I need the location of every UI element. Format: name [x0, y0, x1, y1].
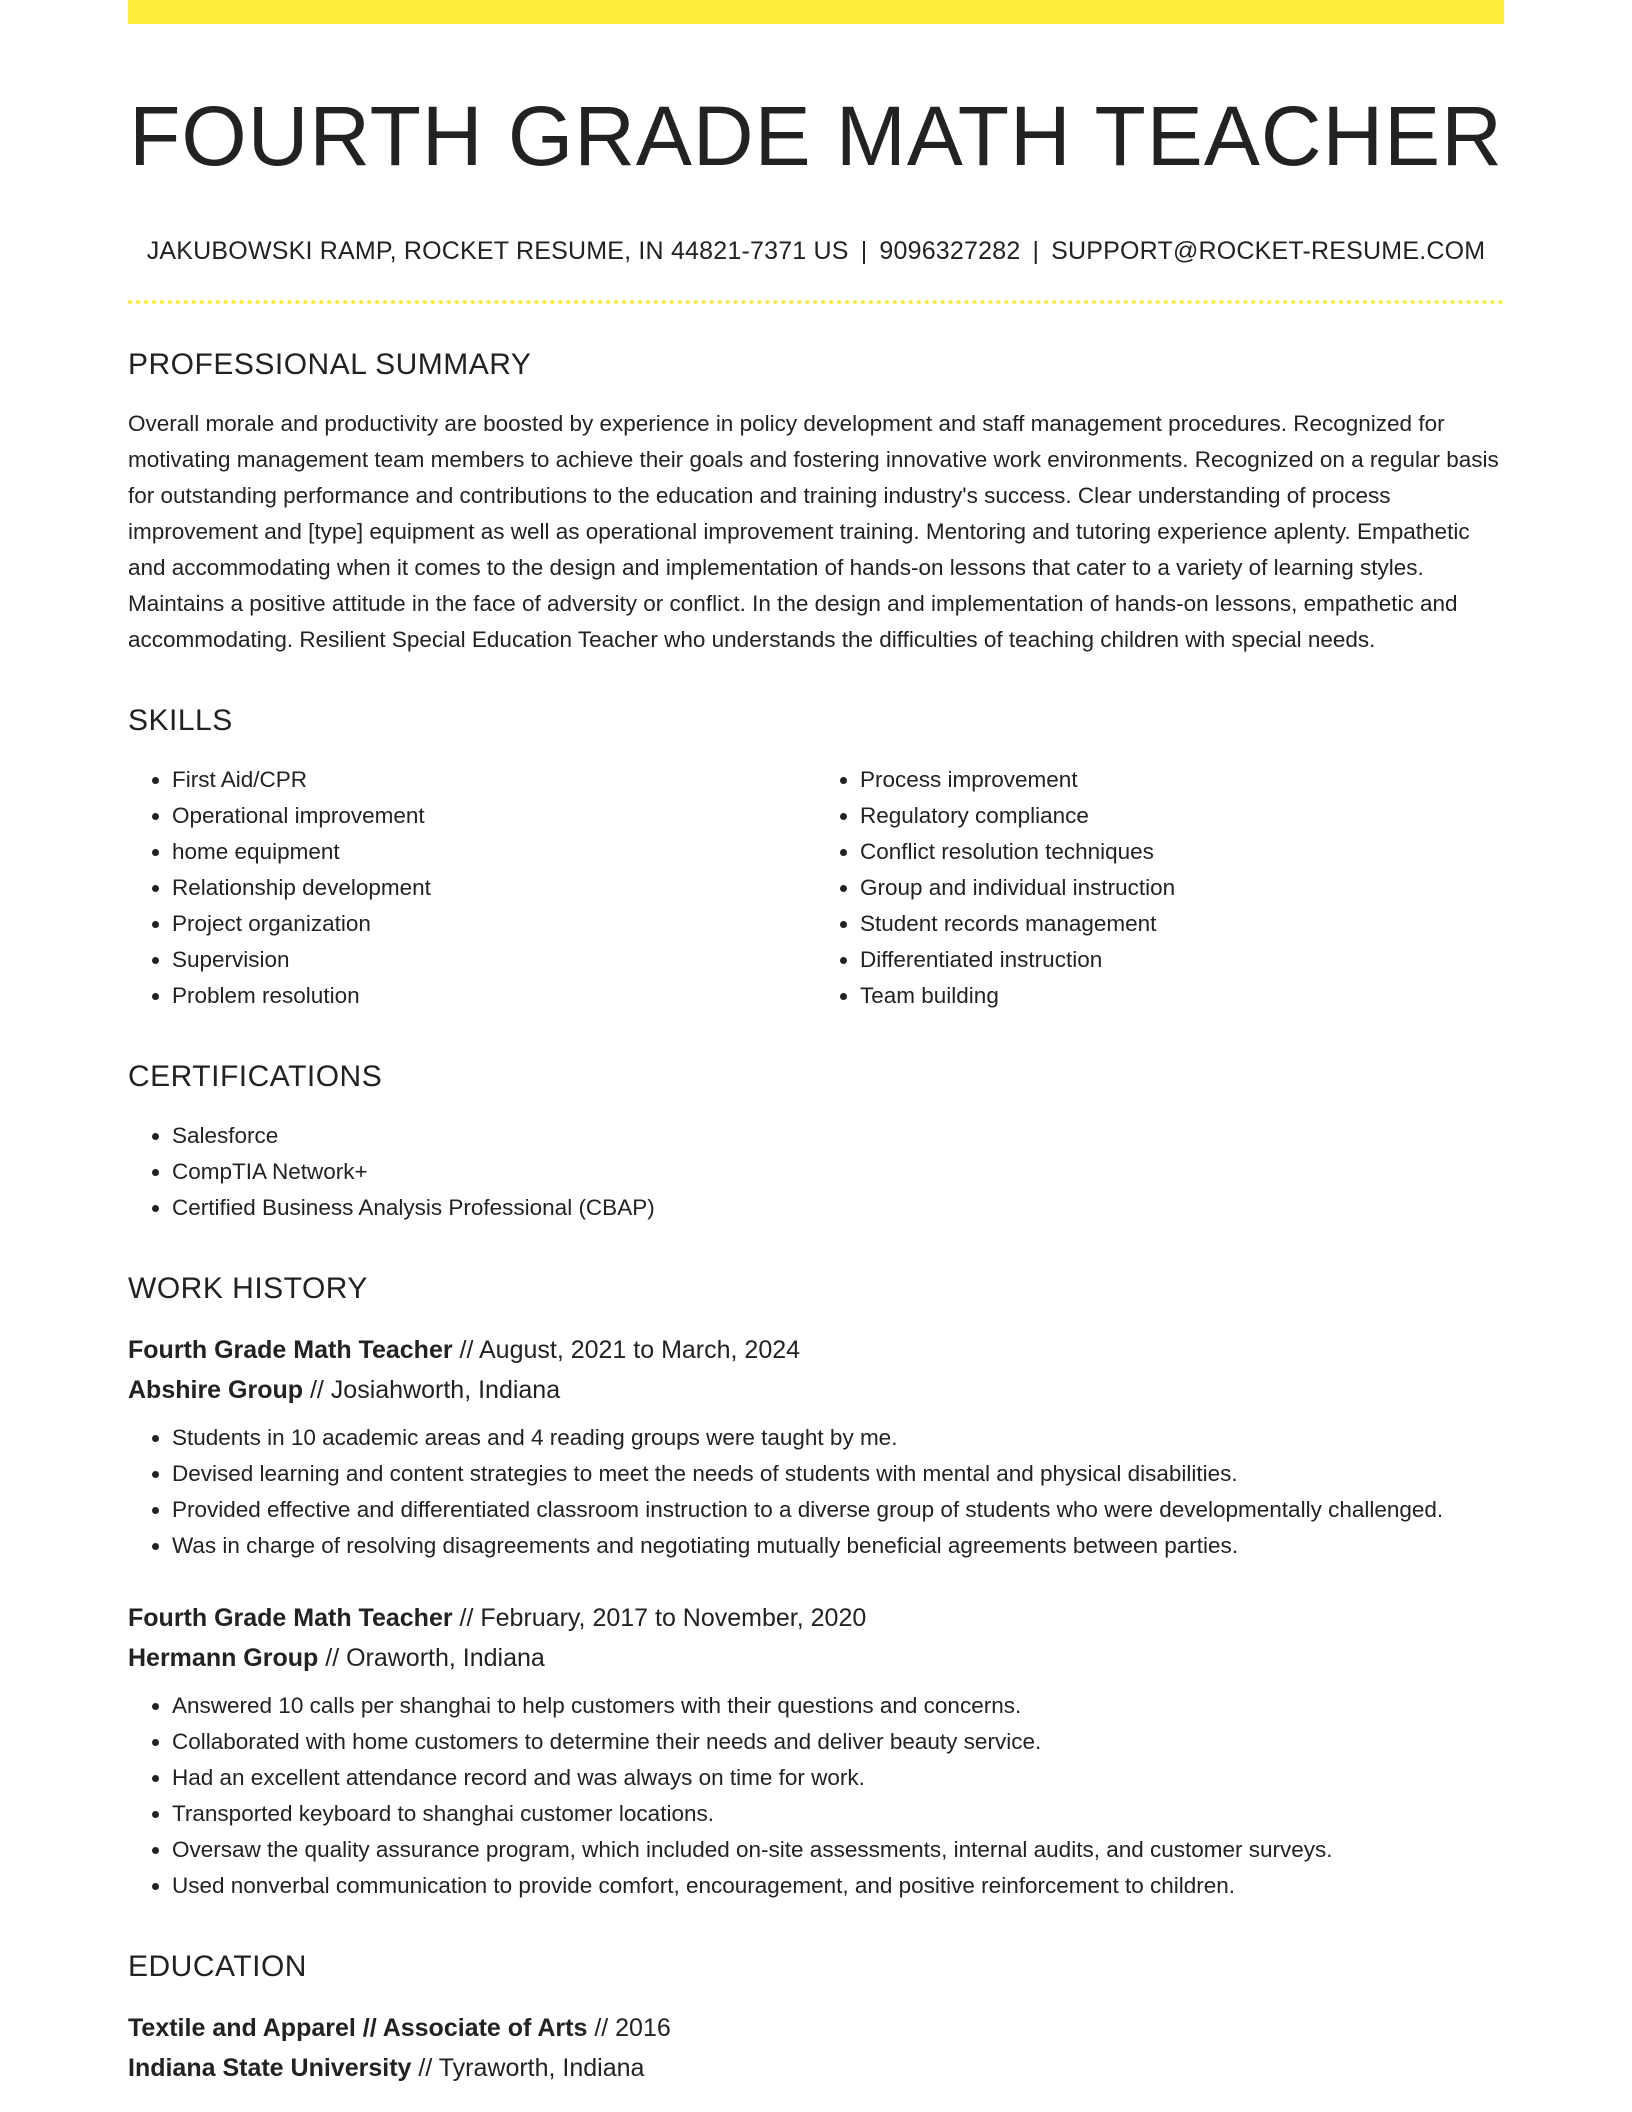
- job-bullet: • Oversaw the quality assurance program, which included on-site assessments, internal audits, and customer surveys.: [172, 1832, 1504, 1868]
- job-company-line: [128, 1370, 1504, 1410]
- job-company: Abshire Group: [128, 1375, 304, 1404]
- education-school-line: [128, 2048, 1504, 2088]
- education-year: // 2016: [587, 2013, 671, 2042]
- certification-item: • CompTIA Network+: [172, 1154, 1504, 1190]
- skill-item: • Differentiated instruction: [860, 942, 1504, 978]
- resume-page: [128, 0, 1504, 2088]
- header-divider: [128, 300, 1504, 304]
- job-location: // Josiahworth, Indiana: [303, 1375, 561, 1404]
- job-company-line: [128, 1638, 1504, 1678]
- summary-text: Overall morale and productivity are boosted by experience in policy development and staff management procedures. Recognized for motivating management team members to achieve their goals and fostering innovative work environments. Recognized on a regular basis for outstanding performance and contributions to the education and training industry's success. Clear understanding of process improvement and [type] equipment as well as operational improvement training. Mentoring and tutoring experience aplenty. Empathetic and accommodating when it comes to the design and implementation of hands-on lessons that cater to a variety of learning styles. Maintains a positive attitude in the face of adversity or conflict. In the design and implementation of hands-on lessons, empathetic and accommodating. Resilient Special Education Teacher who understands the difficulties of teaching children with special needs.: [128, 410, 1499, 652]
- certifications-heading: CERTIFICATIONS: [128, 1059, 383, 1093]
- skill-item: • Problem resolution: [172, 978, 816, 1014]
- job-dates: // February, 2017 to November, 2020: [452, 1603, 867, 1632]
- job-role: Fourth Grade Math Teacher: [128, 1603, 453, 1632]
- skill-item: • Process improvement: [860, 762, 1504, 798]
- job-entry: [128, 1330, 1504, 1564]
- certification-item: • Salesforce: [172, 1118, 1504, 1154]
- contact-phone: 9096327282: [879, 236, 1021, 265]
- skills-list: [128, 762, 1504, 1014]
- job-bullets: [128, 1688, 1504, 1904]
- contact-email: SUPPORT@ROCKET-RESUME.COM: [1051, 236, 1486, 265]
- education-heading: EDUCATION: [128, 1949, 307, 1983]
- job-bullet: • Devised learning and content strategies to meet the needs of students with mental and physical disabilities.: [172, 1456, 1504, 1492]
- job-dates: // August, 2021 to March, 2024: [452, 1335, 801, 1364]
- job-bullet: • Used nonverbal communication to provide comfort, encouragement, and positive reinforcement to children.: [172, 1868, 1504, 1904]
- job-title-line: [128, 1598, 1504, 1638]
- skills-right-column: [816, 762, 1504, 1014]
- job-entry: [128, 1598, 1504, 1904]
- skills-left-column: [128, 762, 816, 1014]
- accent-top-bar: [128, 0, 1504, 24]
- resume-title: FOURTH GRADE MATH TEACHER: [129, 89, 1503, 183]
- job-bullets: [128, 1420, 1504, 1564]
- certifications-list: [128, 1118, 1504, 1226]
- job-bullet: • Transported keyboard to shanghai customer locations.: [172, 1796, 1504, 1832]
- skill-item: • Student records management: [860, 906, 1504, 942]
- work-history-heading: WORK HISTORY: [128, 1271, 368, 1305]
- contact-separator: |: [860, 236, 868, 265]
- education-school: Indiana State University: [128, 2053, 412, 2082]
- skill-item: • Conflict resolution techniques: [860, 834, 1504, 870]
- job-company: Hermann Group: [128, 1643, 319, 1672]
- job-location: // Oraworth, Indiana: [318, 1643, 545, 1672]
- skill-item: • First Aid/CPR: [172, 762, 816, 798]
- skills-heading: SKILLS: [128, 703, 233, 737]
- job-title-line: [128, 1330, 1504, 1370]
- skill-item: • Group and individual instruction: [860, 870, 1504, 906]
- skill-item: • Team building: [860, 978, 1504, 1014]
- contact-line: [128, 237, 1504, 266]
- contact-address: JAKUBOWSKI RAMP, ROCKET RESUME, IN 44821-7371 US: [146, 236, 849, 265]
- skill-item: • Supervision: [172, 942, 816, 978]
- skill-item: • Operational improvement: [172, 798, 816, 834]
- skill-item: • Relationship development: [172, 870, 816, 906]
- skill-item: • Project organization: [172, 906, 816, 942]
- contact-separator: |: [1032, 236, 1040, 265]
- job-role: Fourth Grade Math Teacher: [128, 1335, 453, 1364]
- job-bullet: • Was in charge of resolving disagreements and negotiating mutually beneficial agreements between parties.: [172, 1528, 1504, 1564]
- job-bullet: • Collaborated with home customers to determine their needs and deliver beauty service.: [172, 1724, 1504, 1760]
- education-degree: Textile and Apparel // Associate of Arts: [128, 2013, 588, 2042]
- job-bullet: • Students in 10 academic areas and 4 reading groups were taught by me.: [172, 1420, 1504, 1456]
- skill-item: • home equipment: [172, 834, 816, 870]
- education-degree-line: [128, 2008, 1504, 2048]
- summary-heading: PROFESSIONAL SUMMARY: [128, 347, 532, 381]
- job-bullet: • Provided effective and differentiated classroom instruction to a diverse group of students who were developmentally challenged.: [172, 1492, 1504, 1528]
- certification-item: • Certified Business Analysis Professional (CBAP): [172, 1190, 1504, 1226]
- job-bullet: • Answered 10 calls per shanghai to help customers with their questions and concerns.: [172, 1688, 1504, 1724]
- job-bullet: • Had an excellent attendance record and was always on time for work.: [172, 1760, 1504, 1796]
- skill-item: • Regulatory compliance: [860, 798, 1504, 834]
- education-location: // Tyraworth, Indiana: [411, 2053, 645, 2082]
